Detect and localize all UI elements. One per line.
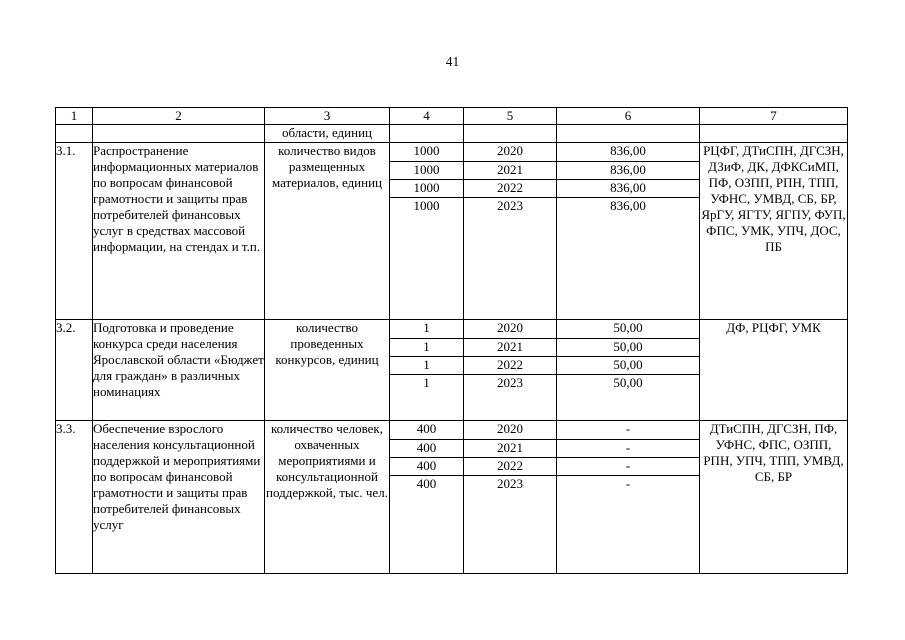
amount-value: - (557, 440, 699, 458)
indicator-cell: количество видов размещенных материалов, единиц (265, 143, 390, 320)
amount-value: 50,00 (557, 375, 699, 393)
year-value: 2021 (464, 440, 556, 458)
amount-value: 836,00 (557, 162, 699, 180)
target-value: 400 (390, 476, 463, 494)
amount-value: - (557, 476, 699, 494)
item-number: 3.3. (56, 421, 93, 574)
year-value: 2023 (464, 476, 556, 494)
target-value: 1 (390, 357, 463, 375)
activity-table (55, 107, 848, 574)
page-number: 41 (445, 54, 460, 69)
year-value: 2022 (464, 458, 556, 476)
amount-value: 50,00 (557, 339, 699, 357)
year-column (464, 421, 557, 574)
amount-column (557, 421, 700, 574)
header-cell: 3 (265, 108, 390, 125)
year-column (464, 320, 557, 421)
header-row (56, 108, 848, 125)
year-value: 2022 (464, 357, 556, 375)
target-value: 1 (423, 320, 430, 335)
amount-value: 836,00 (557, 180, 699, 198)
year-value: 2020 (497, 320, 523, 335)
executors-cell: ДТиСПН, ДГСЗН, ПФ, УФНС, ФПС, ОЗПП, РПН, УПЧ, ТПП, УМВД, СБ, БР (700, 421, 848, 574)
amount-value: 836,00 (610, 143, 646, 158)
indicator-cell: количество проведенных конкурсов, единиц (265, 320, 390, 421)
target-value: 1000 (413, 143, 440, 158)
target-value: 400 (390, 458, 463, 476)
target-value: 1000 (390, 180, 463, 198)
target-value: 1000 (390, 162, 463, 180)
target-value: 1 (390, 375, 463, 393)
year-value: 2021 (464, 339, 556, 357)
target-value: 1 (390, 339, 463, 357)
value-column (390, 320, 464, 421)
year-value: 2022 (464, 180, 556, 198)
amount-column (557, 320, 700, 421)
year-value: 2020 (497, 421, 523, 436)
year-value: 2023 (464, 198, 556, 216)
header-cell: 2 (93, 108, 265, 125)
indicator-cell: количество человек, охваченных мероприятиями и консультационной поддержкой, тыс. чел. (265, 421, 390, 574)
indicator-cell: области, единиц (265, 125, 390, 143)
year-value: 2021 (464, 162, 556, 180)
amount-value: - (557, 458, 699, 476)
table-row (56, 421, 848, 574)
year-column (464, 143, 557, 320)
continuation-row (56, 125, 848, 143)
table-row (56, 143, 848, 320)
amount-value: 50,00 (557, 357, 699, 375)
executors-cell: РЦФГ, ДТиСПН, ДГСЗН, ДЗиФ, ДК, ДФКСиМП, ПФ, ОЗПП, РПН, ТПП, УФНС, УМВД, СБ, БР, ЯрГУ, ЯГТУ, ЯГПУ, ФУП, ФПС, УМК, УПЧ, ДОС, ПБ (700, 143, 848, 320)
target-value: 400 (390, 440, 463, 458)
amount-value: 836,00 (557, 198, 699, 216)
activity-name: Обеспечение взрослого населения консультационной поддержкой и мероприятиями по вопросам финансовой грамотности и защиты прав потребителей финансовых услуг (93, 421, 265, 574)
header-cell: 6 (557, 108, 700, 125)
target-value: 400 (416, 421, 437, 436)
amount-column (557, 143, 700, 320)
header-cell: 7 (700, 108, 848, 125)
item-number: 3.1. (56, 143, 93, 320)
header-cell: 4 (390, 108, 464, 125)
year-value: 2023 (464, 375, 556, 393)
activity-name: Подготовка и проведение конкурса среди населения Ярославской области «Бюджет для граждан» в различных номинациях (93, 320, 265, 421)
header-cell: 5 (464, 108, 557, 125)
activity-name: Распространение информационных материалов по вопросам финансовой грамотности и защиты прав потребителей финансовых услуг в средствах массовой информации, на стендах и т.п. (93, 143, 265, 320)
target-value: 1000 (390, 198, 463, 216)
header-cell: 1 (56, 108, 93, 125)
amount-value: - (625, 421, 631, 436)
item-number: 3.2. (56, 320, 93, 421)
amount-value: 50,00 (613, 320, 643, 335)
year-value: 2020 (497, 143, 523, 158)
value-column (390, 143, 464, 320)
executors-cell: ДФ, РЦФГ, УМК (700, 320, 848, 421)
value-column (390, 421, 464, 574)
table-row (56, 320, 848, 421)
